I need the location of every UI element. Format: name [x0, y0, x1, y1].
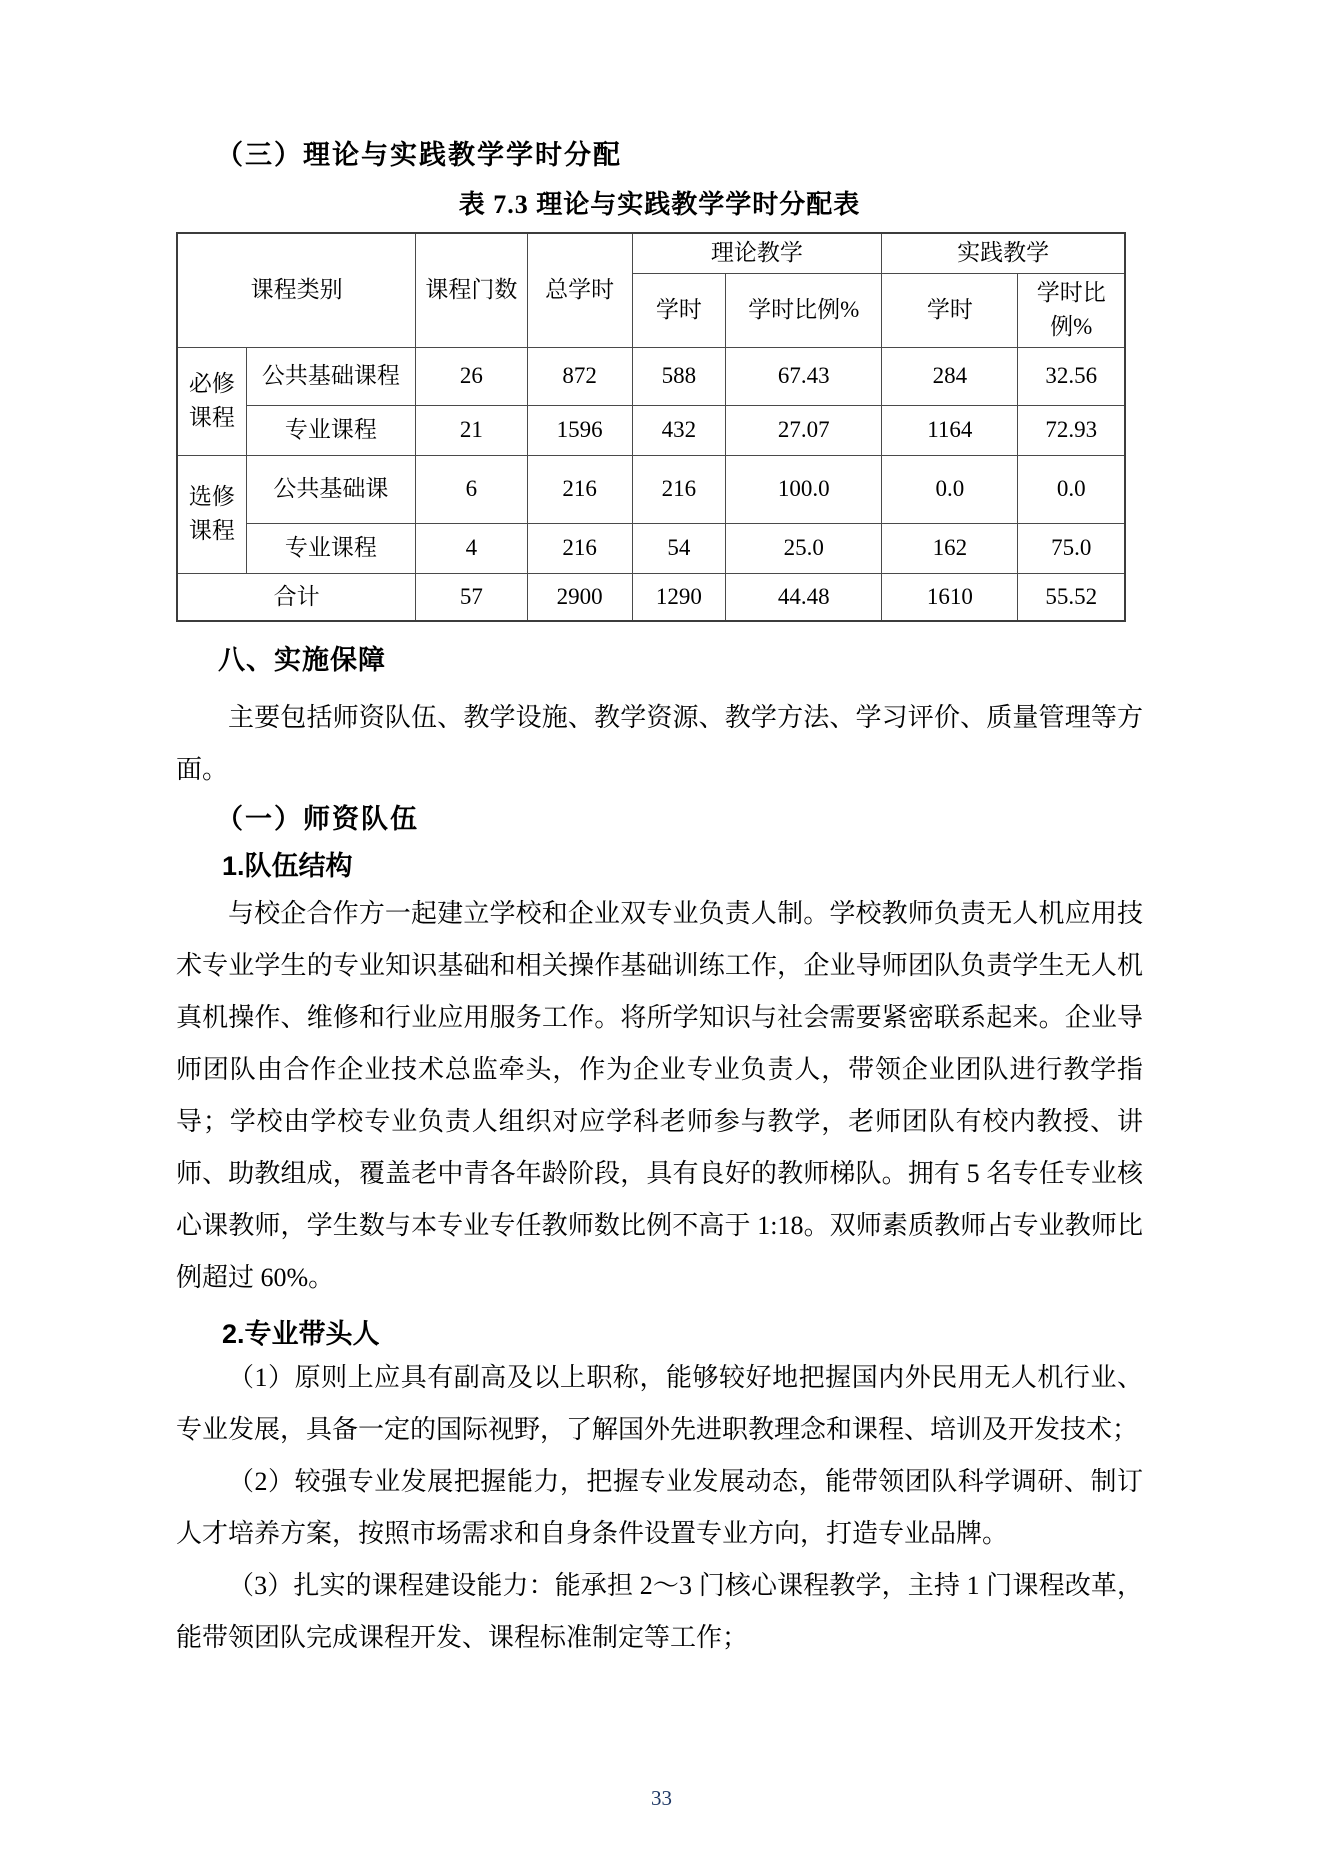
- table-cell: 216: [527, 523, 632, 573]
- leader-heading: 2.专业带头人: [222, 1319, 380, 1349]
- table-cell: 25.0: [726, 523, 882, 573]
- team-structure-heading: 1.队伍结构: [222, 851, 353, 881]
- table-row: [177, 405, 1125, 455]
- group-elective-courses: 选修课程: [177, 455, 246, 573]
- leader-point-3: （3）扎实的课程建设能力：能承担 2～3 门核心课程教学，主持 1 门课程改革，能带领团队完成课程开发、课程标准制定等工作；: [176, 1571, 1143, 1652]
- table-cell: 44.48: [726, 573, 882, 621]
- header-practice-ratio: 学时比例%: [1018, 273, 1125, 347]
- header-theory-ratio: 学时比例%: [726, 273, 882, 347]
- table-row: [177, 523, 1125, 573]
- table-cell: 75.0: [1018, 523, 1125, 573]
- table-cell: 专业课程: [246, 405, 416, 455]
- table-cell: 872: [527, 347, 632, 405]
- table-cell: 72.93: [1018, 405, 1125, 455]
- table-cell: 1596: [527, 405, 632, 455]
- table-cell: 27.07: [726, 405, 882, 455]
- table-cell: 21: [416, 405, 528, 455]
- header-practice-teaching: 实践教学: [882, 233, 1125, 273]
- total-label: 合计: [177, 573, 416, 621]
- header-course-count: 课程门数: [416, 233, 528, 347]
- teaching-hours-table: [176, 232, 1126, 622]
- table-cell: 1610: [882, 573, 1018, 621]
- table-cell: 26: [416, 347, 528, 405]
- table-cell: 57: [416, 573, 528, 621]
- leader-point-1: （1）原则上应具有副高及以上职称，能够较好地把握国内外民用无人机行业、专业发展，具备一定的国际视野，了解国外先进职教理念和课程、培训及开发技术；: [176, 1363, 1143, 1444]
- header-theory-hours: 学时: [632, 273, 726, 347]
- team-structure-paragraph: 与校企合作方一起建立学校和企业双专业负责人制。学校教师负责无人机应用技术专业学生的专业知识基础和相关操作基础训练工作，企业导师团队负责学生无人机真机操作、维修和行业应用服务工作。将所学知识与社会需要紧密联系起来。企业导师团队由合作企业技术总监牵头，作为企业专业负责人，带领企业团队进行教学指导；学校由学校专业负责人组织对应学科老师参与教学，老师团队有校内教授、讲师、助教组成，覆盖老中青各年龄阶段，具有良好的教师梯队。拥有 5 名专任专业核心课教师，学生数与本专业专任教师数比例不高于 1:18。双师素质教师占专业教师比例超过 60%。: [176, 899, 1143, 1292]
- table-cell: 专业课程: [246, 523, 416, 573]
- table-cell: 432: [632, 405, 726, 455]
- table-cell: 4: [416, 523, 528, 573]
- table-cell: 2900: [527, 573, 632, 621]
- header-course-category: 课程类别: [177, 233, 416, 347]
- table-header-row-1: [177, 233, 1125, 273]
- table-cell: 0.0: [882, 455, 1018, 523]
- faculty-heading: （一）师资队伍: [216, 804, 419, 834]
- leader-point-2: （2）较强专业发展把握能力，把握专业发展动态，能带领团队科学调研、制订人才培养方案，按照市场需求和自身条件设置专业方向，打造专业品牌。: [176, 1467, 1143, 1548]
- section-8-intro-paragraph: 主要包括师资队伍、教学设施、教学资源、教学方法、学习评价、质量管理等方面。: [176, 703, 1143, 784]
- table-cell: 216: [632, 455, 726, 523]
- table-cell: 6: [416, 455, 528, 523]
- table-row: [177, 347, 1125, 405]
- table-cell: 公共基础课程: [246, 347, 416, 405]
- header-total-hours: 总学时: [527, 233, 632, 347]
- table-title: 表 7.3 理论与实践教学学时分配表: [458, 190, 861, 219]
- header-theory-teaching: 理论教学: [632, 233, 882, 273]
- header-practice-hours: 学时: [882, 273, 1018, 347]
- section-3-heading: （三）理论与实践教学学时分配: [216, 140, 622, 170]
- table-cell: 588: [632, 347, 726, 405]
- page-number: 33: [651, 1786, 672, 1810]
- table-cell: 0.0: [1018, 455, 1125, 523]
- table-cell: 32.56: [1018, 347, 1125, 405]
- table-cell: 54: [632, 523, 726, 573]
- table-cell: 162: [882, 523, 1018, 573]
- table-cell: 216: [527, 455, 632, 523]
- table-cell: 公共基础课: [246, 455, 416, 523]
- table-cell: 100.0: [726, 455, 882, 523]
- table-total-row: [177, 573, 1125, 621]
- table-cell: 55.52: [1018, 573, 1125, 621]
- table-row: [177, 455, 1125, 523]
- section-8-heading: 八、实施保障: [218, 645, 386, 675]
- table-cell: 284: [882, 347, 1018, 405]
- table-cell: 67.43: [726, 347, 882, 405]
- table-cell: 1290: [632, 573, 726, 621]
- table-cell: 1164: [882, 405, 1018, 455]
- group-required-courses: 必修课程: [177, 347, 246, 455]
